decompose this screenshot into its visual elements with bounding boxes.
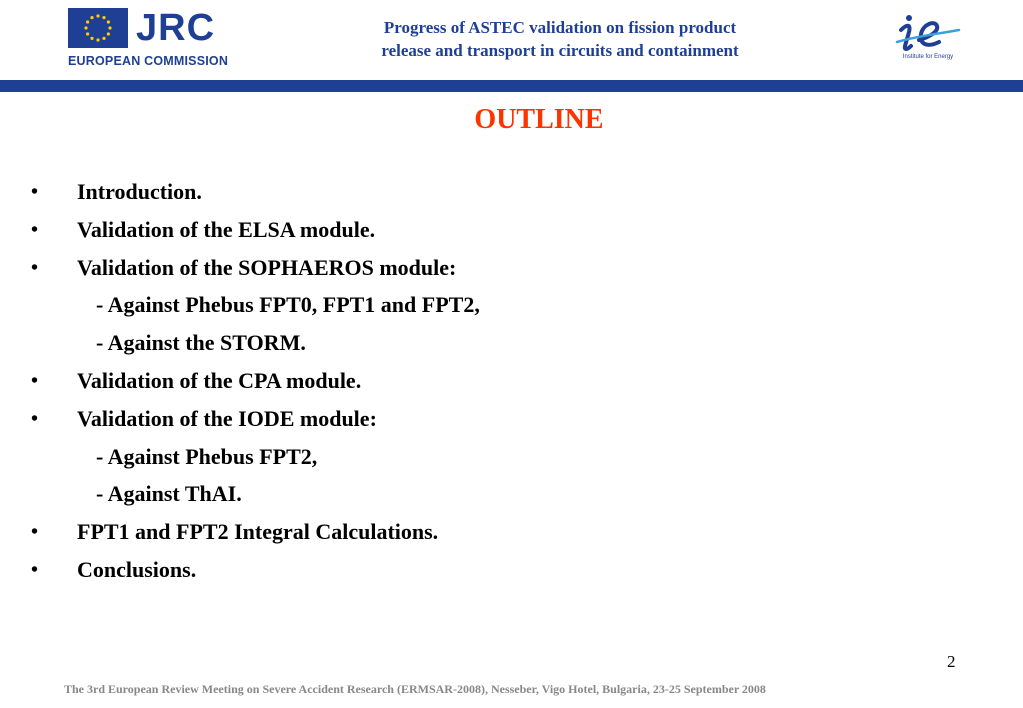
outline-item-text: FPT1 and FPT2 Integral Calculations. <box>77 519 439 545</box>
page-number: 2 <box>947 652 956 671</box>
slide-header <box>0 0 1023 92</box>
outline-subitem-text: - Against Phebus FPT0, FPT1 and FPT2, <box>96 292 480 318</box>
ie-logo-subtitle: Institute for Energy <box>902 54 954 60</box>
outline-item-text: Validation of the ELSA module. <box>77 216 376 242</box>
bullet-icon: • <box>31 256 39 279</box>
outline-heading: OUTLINE <box>474 104 604 135</box>
outline-subitem-text: - Against the STORM. <box>96 330 306 356</box>
ie-logo-icon <box>893 12 963 54</box>
footer-text: The 3rd European Review Meeting on Severe Accident Research (ERMSAR-2008), Nesseber, Vigo Hotel, Bulgaria, 23-25 September 2008 <box>64 682 766 696</box>
outline-item-text: Validation of the SOPHAEROS module: <box>77 254 457 280</box>
outline-item-text: Validation of the CPA module. <box>77 368 362 393</box>
bullet-icon: • <box>31 407 39 430</box>
bullet-icon: • <box>31 521 39 544</box>
header-divider-bar <box>0 80 1023 92</box>
bullet-icon: • <box>31 181 39 203</box>
bullet-icon: • <box>31 559 39 581</box>
jrc-logo <box>68 7 229 70</box>
european-commission-label: EUROPEAN COMMISSION <box>68 54 229 68</box>
bullet-icon: • <box>31 218 39 241</box>
title-line-1: Progress of ASTEC validation on fission product <box>383 18 737 37</box>
outline-item-text: Conclusions. <box>77 557 197 582</box>
ie-logo <box>893 12 963 64</box>
outline-item-text: Introduction. <box>77 179 202 204</box>
outline-item-text: Validation of the IODE module: <box>77 405 377 431</box>
outline-subitem-text: - Against ThAI. <box>96 481 242 507</box>
title-line-2: release and transport in circuits and containment <box>381 41 739 60</box>
eu-flag-icon <box>68 8 128 48</box>
presentation-title <box>300 16 820 62</box>
bullet-icon: • <box>31 370 39 392</box>
jrc-logo-text: JRC <box>136 7 216 49</box>
outline-subitem-text: - Against Phebus FPT2, <box>96 443 318 469</box>
